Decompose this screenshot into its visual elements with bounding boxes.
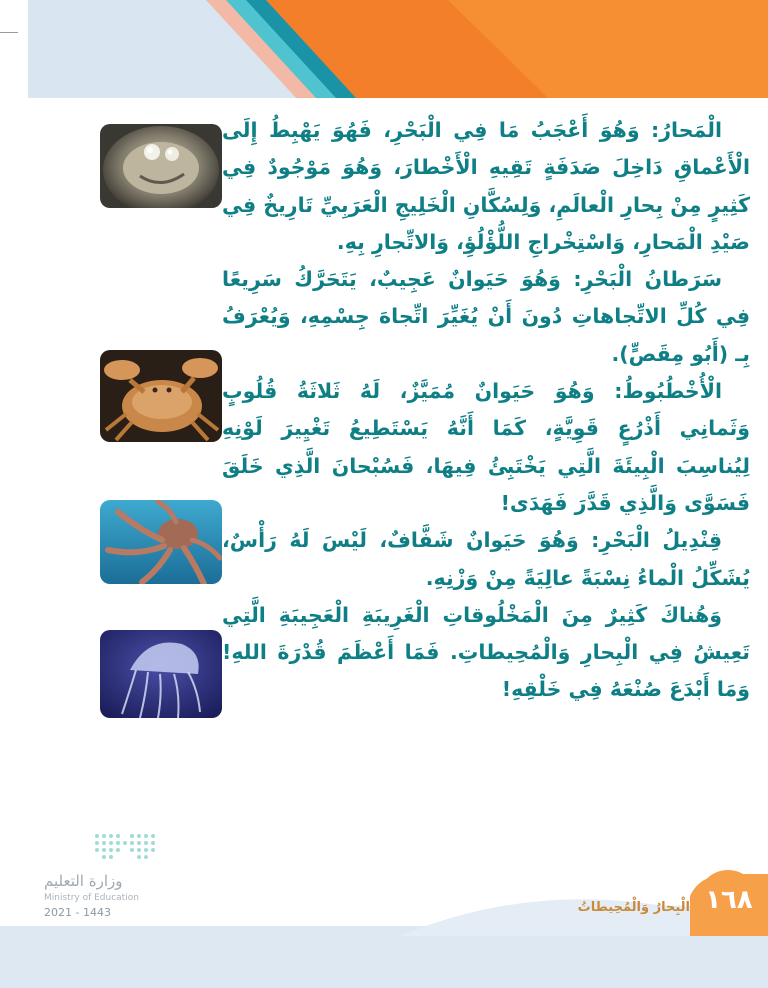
paragraph-octopus: الْأُخْطُبُوطُ: وَهُوَ حَيَوانٌ مُمَيَّزٌ، لَهُ ثَلاثَةُ قُلُوبٍ وَثَمانِي أَذْرُعٍ قَوِيَّةٍ، كَمَا أَنَّهُ يَسْتَطِيعُ تَغْيِيرَ لَوْنِهِ لِيُناسِبَ الْبِيئَةَ الَّتِي يَخْتَبِئُ فِيهَا، فَسُبْحانَ الَّذِي خَلَقَ فَسَوَّى وَالَّذِي قَدَّرَ فَهَدَى! xyxy=(222,379,750,515)
ministry-name-arabic: وزارة التعليم xyxy=(44,872,123,890)
paragraph-conclusion: وَهُناكَ كَثِيرٌ مِنَ الْمَخْلُوقاتِ الْغَرِيبَةِ الْعَجِيبَةِ الَّتِي تَعِيشُ فِي الْبِحارِ وَالْمُحِيطاتِ. فَمَا أَعْظَمَ قُدْرَةَ اللهِ! وَمَا أَبْدَعَ صُنْعَهُ فِي خَلْقِهِ! xyxy=(222,602,750,702)
ministry-logo-icon xyxy=(92,830,162,864)
edition-year: 2021 - 1443 xyxy=(44,906,111,919)
margin-mark-top xyxy=(0,32,18,33)
paragraph-crab: سَرَطانُ الْبَحْرِ: وَهُوَ حَيَوانٌ عَجِيبٌ، يَتَحَرَّكُ سَرِيعًا فِي كُلِّ الاتِّجاهاتِ دُونَ أَنْ يُغَيِّرَ اتِّجاهَ جِسْمِهِ، وَيُعْرَفُ بِـ (أَبُو مِقَصٍّ). xyxy=(222,267,750,366)
header-banner xyxy=(28,0,768,98)
page-number: ١٦٨ xyxy=(705,885,753,915)
ministry-name-english: Ministry of Education xyxy=(44,893,139,903)
oyster-icon xyxy=(100,124,222,208)
octopus-icon xyxy=(100,500,222,584)
crab-icon xyxy=(100,350,222,442)
unit-title: الْبِحارُ وَالْمُحِيطاتُ xyxy=(577,900,690,915)
lesson-text xyxy=(222,112,750,709)
jellyfish-icon xyxy=(100,630,222,718)
paragraph-oyster: الْمَحارُ: وَهُوَ أَعْجَبُ مَا فِي الْبَحْرِ، فَهُوَ يَهْبِطُ إِلَى الْأَعْماقِ دَاخِلَ صَدَفَةٍ تَقِيهِ الْأَخْطارَ، وَهُوَ مَوْجُودٌ فِي كَثِيرٍ مِنْ بِحارِ الْعالَمِ، وَلِسُكَّانِ الْخَلِيجِ الْعَرَبِيِّ تَارِيخٌ فِي صَيْدِ الْمَحارِ، وَاسْتِخْراجِ اللُّؤْلُؤِ، وَالاتِّجارِ بِهِ. xyxy=(222,118,750,254)
paragraph-jellyfish: قِنْدِيلُ الْبَحْرِ: وَهُوَ حَيَوانٌ شَفَّافٌ، لَيْسَ لَهُ رَأْسٌ، يُشَكِّلُ الْماءُ نِسْبَةً عالِيَةً مِنْ وَزْنِهِ. xyxy=(222,528,750,590)
